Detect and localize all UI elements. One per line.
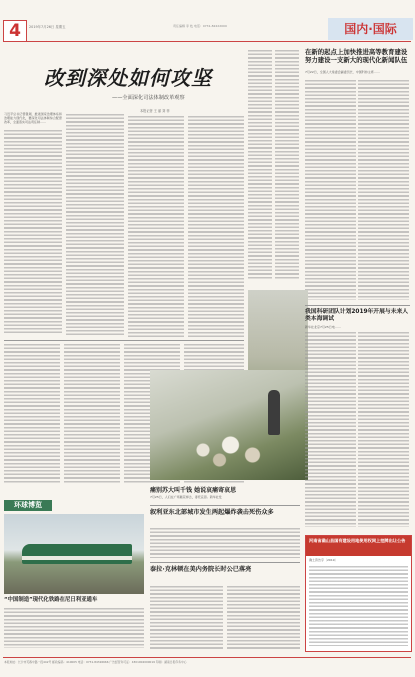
page-number: 4 <box>9 21 21 41</box>
byline: 本报记者 王 丽 刘 菲 <box>140 109 170 113</box>
article-lead: 习近平总书记曾强调，推进国家治理体系和治理能力现代化，要深化司法体制综合配套改革，全面落实司法责任制…… <box>4 112 62 125</box>
divider-bottom-mid <box>150 505 300 506</box>
top-rule <box>3 41 411 42</box>
ad-banner <box>306 536 411 556</box>
main-subhead: ——全面深化司法体制改革观察 <box>112 95 185 101</box>
news-photo-wide <box>150 370 308 480</box>
divider-mid-left <box>4 340 244 341</box>
article-column-3 <box>128 116 184 337</box>
photo-caption-title: 痛别苏大叫千钱 她说哀痛寄哀思 <box>150 487 237 494</box>
ad-sub: 确土资告字〔2019〕 <box>309 558 338 562</box>
env-section <box>4 500 144 650</box>
bottom-story-2-body <box>150 586 223 650</box>
env-label: 环球博览 <box>14 501 42 509</box>
train-caption: “中国制造”现代化铁路在尼日利亚通车 <box>4 597 98 603</box>
right-column-1 <box>305 80 356 300</box>
divider-right-mid <box>305 305 410 306</box>
ad-title: 河南省确山县国有建设用地使用权网上挂牌出让公告 <box>309 538 406 543</box>
date-line: 2019年7月26日 星期五 <box>29 25 66 29</box>
right-lead: 7月22日，全国人大常委会副委员长、中国科协主席…… <box>305 70 380 74</box>
bottom-story-1-headline: 叙利亚东北部城市发生两起爆炸袭击死伤众多 <box>150 509 274 516</box>
article-body <box>4 130 62 335</box>
article-column-4 <box>188 116 244 337</box>
main-headline: 改到深处如何攻坚 <box>44 66 212 90</box>
middle-column-b <box>275 50 299 280</box>
ad-body <box>309 566 408 646</box>
section-tab <box>328 18 413 40</box>
middle-column-a <box>248 50 272 280</box>
right-mid-headline: 我国科研团队计划2019年开展与未来人类本海调试 <box>305 309 409 322</box>
page-number-box <box>3 20 27 42</box>
bottom-story-1-body <box>150 528 300 558</box>
top-bar <box>3 18 413 40</box>
right-headline: 在新的起点上加快推进高等教育建设 努力建设一支新大的现代化新闻队伍 <box>305 48 408 64</box>
lower-left-column-1 <box>4 344 60 484</box>
right-mid-column-2 <box>358 332 409 527</box>
env-body <box>4 608 144 648</box>
lower-left-column-2 <box>64 344 120 484</box>
env-label-box <box>4 500 52 511</box>
editor-line: 责任编辑 李 枝 电话：0731-82222000 <box>173 24 227 28</box>
right-column-2 <box>358 80 409 300</box>
bottom-story-2-headline: 泰拉·克林顿在美内务院长时公已落亮 <box>150 566 252 573</box>
divider-bottom-mid-2 <box>150 562 300 563</box>
article-column-1 <box>4 112 62 337</box>
right-mid-lead: 新华社北京7月25日电…… <box>305 325 341 329</box>
photo-person <box>268 390 280 435</box>
bottom-story-2-body-b <box>227 586 300 650</box>
article-column-2 <box>66 114 124 337</box>
section-title: 国内·国际 <box>344 22 397 36</box>
photo-caption: 7月25日，人们在广场献花悼念，寄托哀思。新华社发 <box>150 495 222 499</box>
footer-text: 本报地址：长沙市芙蓉中路一段442号 邮政编码：410005 电话：0731-84326666 广告经营许可证：4301004000019 印刷：湖南日报印务中心 <box>4 660 187 664</box>
train-photo <box>4 514 144 594</box>
flower-tribute <box>170 425 280 475</box>
auction-ad <box>305 535 412 652</box>
train-body <box>22 544 132 564</box>
footer-rule <box>3 657 411 658</box>
right-mid-column-1 <box>305 332 356 527</box>
train-stripe <box>22 556 132 560</box>
